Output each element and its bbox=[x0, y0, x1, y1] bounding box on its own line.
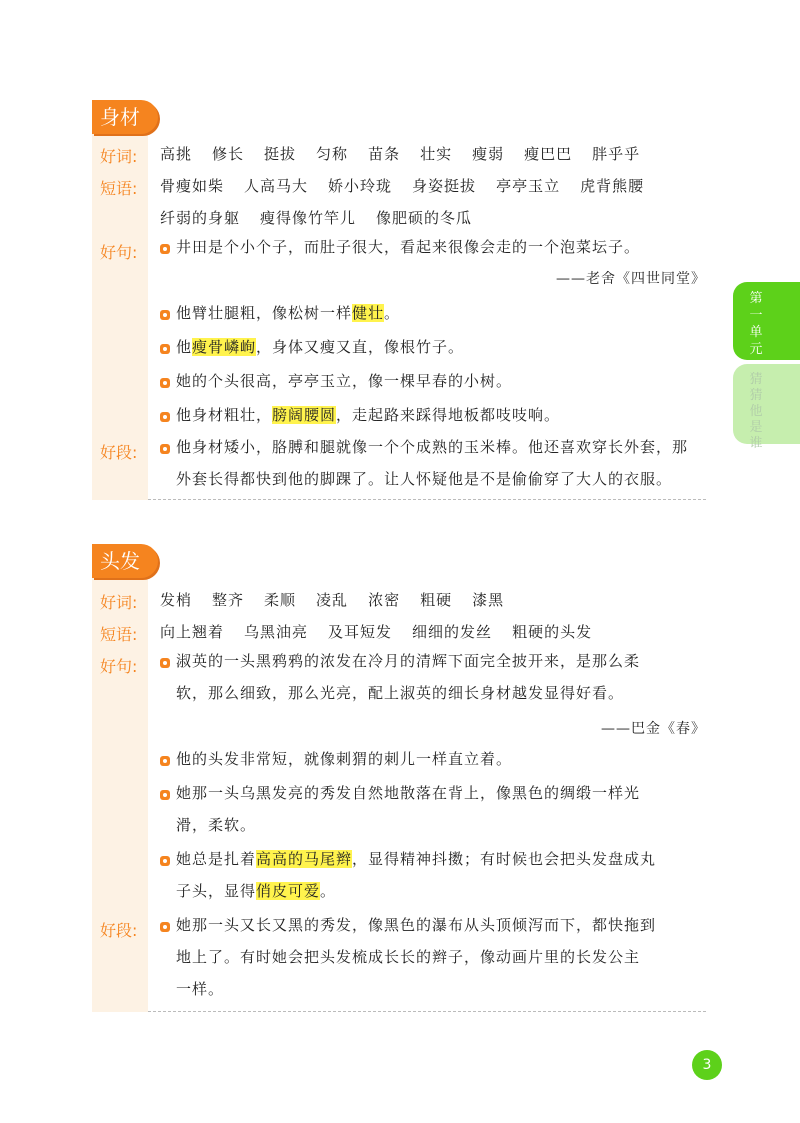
word: 漆黑 bbox=[472, 591, 505, 609]
word: 挺拔 bbox=[264, 145, 297, 163]
word: 修长 bbox=[212, 145, 245, 163]
page-number: 3 bbox=[692, 1050, 722, 1080]
lesson-tab-label: 猜猜他是谁 bbox=[749, 372, 763, 451]
phrase: 像肥硕的冬瓜 bbox=[376, 209, 473, 227]
phrase: 虎背熊腰 bbox=[580, 177, 645, 195]
bullet-icon bbox=[160, 790, 170, 800]
phrase: 向上翘着 bbox=[160, 623, 225, 641]
bullet-icon bbox=[160, 856, 170, 866]
phrase: 粗硬的头发 bbox=[512, 623, 593, 641]
highlight: 俏皮可爱 bbox=[256, 882, 321, 900]
phrase: 娇小玲珑 bbox=[328, 177, 393, 195]
bullet-icon bbox=[160, 756, 170, 766]
word: 粗硬 bbox=[420, 591, 453, 609]
phrase: 及耳短发 bbox=[328, 623, 393, 641]
word: 整齐 bbox=[212, 591, 245, 609]
sentence-text: 井田是个小个子，而肚子很大，看起来很像会走的一个泡菜坛子。 bbox=[176, 238, 641, 256]
phrase-list bbox=[160, 616, 706, 648]
section-body-shape bbox=[92, 100, 706, 500]
word: 凌乱 bbox=[316, 591, 349, 609]
unit-tab[interactable] bbox=[733, 282, 800, 360]
phrase-list bbox=[160, 202, 706, 234]
sentence-text: 她那一头乌黑发亮的秀发自然地散落在背上，像黑色的绸缎一样光 滑，柔软。 bbox=[176, 784, 641, 834]
label-words: 好词: bbox=[100, 593, 138, 612]
bullet-icon bbox=[160, 412, 170, 422]
word: 浓密 bbox=[368, 591, 401, 609]
phrase: 纤弱的身躯 bbox=[160, 209, 241, 227]
bullet-icon bbox=[160, 444, 170, 454]
highlight: 健壮 bbox=[352, 304, 385, 322]
word-list bbox=[160, 584, 706, 616]
sentence-text: 他臂壮腿粗，像松树一样健壮。 bbox=[176, 304, 401, 322]
bullet-icon bbox=[160, 244, 170, 254]
sentence-text: 他瘦骨嶙峋，身体又瘦又直，像根竹子。 bbox=[176, 338, 465, 356]
phrase: 乌黑油亮 bbox=[244, 623, 309, 641]
section-title: 身材 bbox=[92, 100, 158, 134]
sentence-text: 他的头发非常短，就像刺猬的刺儿一样直立着。 bbox=[176, 750, 513, 768]
word: 苗条 bbox=[368, 145, 401, 163]
word-list bbox=[160, 138, 706, 170]
word: 瘦弱 bbox=[472, 145, 505, 163]
highlight: 高高的马尾辫 bbox=[256, 850, 353, 868]
bullet-icon bbox=[160, 310, 170, 320]
word: 壮实 bbox=[420, 145, 453, 163]
sentence-text: 淑英的一头黑鸦鸦的浓发在冷月的清辉下面完全披开来，是那么柔 软，那么细致，那么光亮，配上淑英的细长身材越发显得好看。 bbox=[176, 652, 641, 702]
bullet-icon bbox=[160, 658, 170, 668]
label-sentences: 好句: bbox=[100, 657, 138, 676]
lesson-tab[interactable] bbox=[733, 364, 800, 451]
sentence-text: 他身材粗壮，膀阔腰圆，走起路来踩得地板都吱吱响。 bbox=[176, 406, 561, 424]
label-words: 好词: bbox=[100, 147, 138, 166]
word: 匀称 bbox=[316, 145, 349, 163]
phrase: 骨瘦如柴 bbox=[160, 177, 225, 195]
paragraph-text: 他身材矮小，胳膊和腿就像一个个成熟的玉米棒。他还喜欢穿长外套，那 外套长得都快到他的脚踝了。让人怀疑他是不是偷偷穿了大人的衣服。 bbox=[176, 438, 689, 488]
phrase-list bbox=[160, 170, 706, 202]
paragraph-text: 她那一头又长又黑的秀发，像黑色的瀑布从头顶倾泻而下，都快拖到 地上了。有时她会把头发梳成长长的辫子，像动画片里的长发公主 一样。 bbox=[176, 916, 657, 998]
phrase: 细细的发丝 bbox=[412, 623, 493, 641]
sentence-source: ——老舍《四世同堂》 bbox=[556, 271, 706, 287]
label-phrases: 短语: bbox=[100, 179, 138, 198]
word: 高挑 bbox=[160, 145, 193, 163]
sentence-source: ——巴金《春》 bbox=[601, 721, 706, 737]
bullet-icon bbox=[160, 344, 170, 354]
bullet-icon bbox=[160, 922, 170, 932]
word: 胖乎乎 bbox=[592, 145, 641, 163]
word: 发梢 bbox=[160, 591, 193, 609]
phrase: 身姿挺拔 bbox=[412, 177, 477, 195]
sentence-text: 她总是扎着高高的马尾辫，显得精神抖擞；有时候也会把头发盘成丸 子头，显得俏皮可爱。 bbox=[176, 850, 657, 900]
bullet-icon bbox=[160, 378, 170, 388]
unit-tab-label: 第一单元 bbox=[749, 291, 763, 357]
label-paragraph: 好段: bbox=[100, 443, 138, 462]
highlight: 瘦骨嶙峋 bbox=[192, 338, 257, 356]
label-paragraph: 好段: bbox=[100, 921, 138, 940]
section-divider bbox=[148, 1011, 706, 1012]
label-sentences: 好句: bbox=[100, 243, 138, 262]
phrase: 瘦得像竹竿儿 bbox=[260, 209, 357, 227]
section-title: 头发 bbox=[92, 544, 158, 578]
word: 瘦巴巴 bbox=[524, 145, 573, 163]
section-divider bbox=[148, 499, 706, 500]
highlight: 膀阔腰圆 bbox=[272, 406, 337, 424]
word: 柔顺 bbox=[264, 591, 297, 609]
phrase: 亭亭玉立 bbox=[496, 177, 561, 195]
sentence-text: 她的个头很高，亭亭玉立，像一棵早春的小树。 bbox=[176, 372, 513, 390]
section-hair bbox=[92, 544, 706, 1012]
label-phrases: 短语: bbox=[100, 625, 138, 644]
phrase: 人高马大 bbox=[244, 177, 309, 195]
